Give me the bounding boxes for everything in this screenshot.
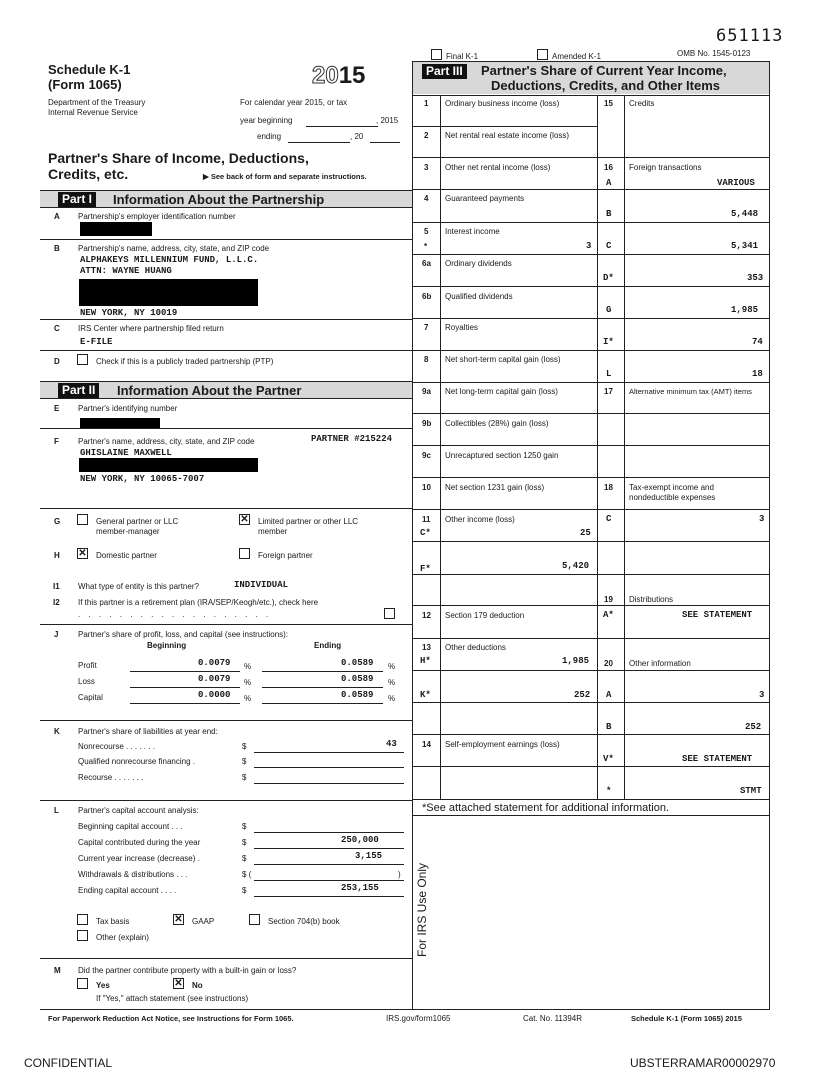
l-increase-line [254, 864, 404, 865]
line-6b-number: 6b [422, 292, 432, 301]
line-d-label: Check if this is a publicly traded partnership (PTP) [96, 357, 274, 366]
line-f-letter: F [54, 437, 59, 446]
line-19-code-a: A* [603, 610, 614, 620]
entity-type-value: INDIVIDUAL [234, 580, 289, 590]
line-b-rule [40, 319, 412, 320]
part3-header-bottom [413, 95, 770, 96]
irs-center-value: E-FILE [80, 337, 113, 347]
year-suffix-label: , 2015 [376, 116, 399, 125]
line-16-code-g: G [606, 305, 612, 315]
part1-label: Part I [58, 192, 96, 207]
line-6a-label: Ordinary dividends [445, 259, 512, 268]
line-20-value-v: SEE STATEMENT [682, 754, 753, 764]
center-divider [412, 61, 413, 1010]
part1-header-bottom [40, 207, 412, 208]
ending-year-field[interactable] [370, 142, 400, 143]
line-8-rule [413, 382, 770, 383]
line-1-rule [413, 126, 597, 127]
line-19-number: 19 [604, 595, 613, 604]
part3-label: Part III [422, 64, 467, 79]
line-17b-rule [597, 445, 770, 446]
line-14a-rule [413, 766, 770, 767]
line-11-number: 11 [422, 515, 431, 524]
line-8-number: 8 [424, 355, 429, 364]
part3-left-num-divider [440, 95, 441, 799]
line-11c-rule [413, 605, 770, 606]
retirement-plan-checkbox[interactable] [384, 608, 395, 619]
line-16-value-a: VARIOUS [717, 178, 755, 188]
l-beginning-label: Beginning capital account . . . [78, 822, 183, 831]
amended-k1-label: Amended K-1 [552, 52, 601, 61]
line-e-label: Partner's identifying number [78, 404, 178, 413]
line-20-code-a: A [606, 690, 612, 700]
general-partner-label2: member-manager [96, 527, 160, 536]
irs-label: Internal Revenue Service [48, 108, 138, 117]
form-title-line2: Credits, etc. [48, 166, 129, 182]
redacted-partner-id [80, 418, 160, 428]
line-18-label: Tax-exempt income and [629, 483, 714, 492]
line-20-code-v: V* [603, 754, 614, 764]
line-k-letter: K [54, 727, 60, 736]
bottom-rule [40, 1009, 770, 1010]
line-4-rule [413, 222, 597, 223]
j-capital-end-line [262, 703, 383, 704]
line-11-label: Other income (loss) [445, 515, 515, 524]
line-11-value-c: 25 [580, 528, 591, 538]
year-beginning-label: year beginning [240, 116, 293, 125]
line-f-label: Partner's name, address, city, state, and ZIP code [78, 437, 255, 446]
line-16-label: Foreign transactions [629, 163, 702, 172]
line-15-label: Credits [629, 99, 655, 108]
line-k-label: Partner's share of liabilities at year end: [78, 727, 218, 736]
line-3-number: 3 [424, 163, 429, 172]
line-4-number: 4 [424, 194, 429, 203]
line-16-code-a: A [606, 178, 612, 188]
line-10-number: 10 [422, 483, 431, 492]
line-11-value-f: 5,420 [562, 561, 590, 571]
line-l-rule [40, 958, 412, 959]
partnership-name: ALPHAKEYS MILLENNIUM FUND, L.L.C. [80, 255, 259, 265]
line-9c-rule [413, 477, 597, 478]
line-16-code-i: I* [603, 337, 614, 347]
k-recourse-dollar: $ [242, 773, 247, 782]
line-11b-rule [413, 574, 597, 575]
line-10-label: Net section 1231 gain (loss) [445, 483, 545, 492]
line-20-value-a: 3 [759, 690, 765, 700]
line-6b-label: Qualified dividends [445, 292, 513, 301]
m-no-label: No [192, 981, 203, 990]
l-contributed-label: Capital contributed during the year [78, 838, 201, 847]
line-c-rule [40, 350, 412, 351]
irs-url: IRS.gov/form1065 [386, 1014, 451, 1023]
j-capital-label: Capital [78, 693, 103, 702]
k-qualified-label: Qualified nonrecourse financing . [78, 757, 195, 766]
line-14-number: 14 [422, 740, 431, 749]
line-13c-rule [413, 734, 770, 735]
j-loss-begin: 0.0079 [198, 674, 231, 684]
tax-year-suffix: 15 [338, 62, 366, 89]
tax-basis-label: Tax basis [96, 917, 130, 926]
confidential-stamp: CONFIDENTIAL [24, 1056, 113, 1070]
line-17-number: 17 [604, 387, 613, 396]
line-16c-rule [597, 254, 770, 255]
m-yes-label: Yes [96, 981, 110, 990]
line-i1-label: What type of entity is this partner? [78, 582, 199, 591]
form-number: (Form 1065) [48, 77, 122, 92]
line-20-value-b: 252 [745, 722, 762, 732]
right-border [769, 61, 770, 1010]
line-11a-rule [413, 541, 770, 542]
line-16-number: 16 [604, 163, 613, 172]
line-13-code-k: K* [420, 690, 431, 700]
line-20-value-stmt: STMT [740, 786, 762, 796]
k-recourse-line [254, 783, 404, 784]
j-loss-begin-line [130, 687, 240, 688]
calendar-year-label: For calendar year 2015, or tax [240, 98, 348, 107]
j-ending-header: Ending [314, 641, 342, 650]
line-9c-label: Unrecaptured section 1250 gain [445, 451, 559, 460]
domestic-partner-checkbox[interactable]: ✕ [78, 548, 87, 559]
k-nonrecourse-dollar: $ [242, 742, 247, 751]
line-5-value: 3 [586, 241, 592, 251]
limited-partner-checkbox[interactable]: ✕ [240, 514, 249, 525]
l-withdrawals-dollar: $ ( [242, 870, 252, 879]
j-profit-begin-line [130, 671, 240, 672]
j-capital-begin-line [130, 703, 240, 704]
line-c-label: IRS Center where partnership filed return [78, 324, 224, 333]
line-13-value-h: 1,985 [562, 656, 590, 666]
j-profit-label: Profit [78, 661, 97, 670]
line-18a-rule [597, 574, 770, 575]
j-profit-end: 0.0589 [341, 658, 374, 668]
general-partner-label: General partner or LLC [96, 517, 179, 526]
line-12-number: 12 [422, 611, 431, 620]
document-number: 651113 [716, 26, 784, 46]
m-note: If "Yes," attach statement (see instructions) [96, 994, 249, 1003]
partnership-attn: ATTN: WAYNE HUANG [80, 266, 172, 276]
form-identifier: Schedule K-1 (Form 1065) 2015 [631, 1014, 742, 1023]
line-20-number: 20 [604, 659, 613, 668]
catalog-number: Cat. No. 11394R [523, 1014, 582, 1023]
limited-partner-label2: member [258, 527, 288, 536]
line-c-letter: C [54, 324, 60, 333]
line-6a-rule [413, 286, 597, 287]
line-19-label: Distributions [629, 595, 674, 604]
line-2-label: Net rental real estate income (loss) [445, 131, 570, 140]
j-loss-end-line [262, 687, 383, 688]
line-e-letter: E [54, 404, 60, 413]
line-13-number: 13 [422, 643, 431, 652]
k-recourse-label: Recourse . . . . . . . [78, 773, 144, 782]
ptp-checkbox[interactable] [77, 354, 88, 365]
line-16-value-i: 74 [752, 337, 763, 347]
line-13-label: Other deductions [445, 643, 506, 652]
line-9b-number: 9b [422, 419, 432, 428]
line-9b-rule [413, 445, 597, 446]
line-5-star: * [424, 242, 428, 251]
line-5-label: Interest income [445, 227, 500, 236]
line-9c-number: 9c [422, 451, 431, 460]
line-16d-rule [597, 286, 770, 287]
line-9a-label: Net long-term capital gain (loss) [445, 387, 558, 396]
j-profit-end-pct: % [388, 662, 396, 671]
line-16-value-l: 18 [752, 369, 763, 379]
line-16-value-g: 1,985 [731, 305, 759, 315]
line-i1-letter: I1 [53, 582, 60, 591]
general-partner-checkbox[interactable] [77, 514, 88, 525]
l-increase-dollar: $ [242, 854, 247, 863]
j-capital-end: 0.0589 [341, 690, 374, 700]
line-d-letter: D [54, 357, 60, 366]
j-profit-begin: 0.0079 [198, 658, 231, 668]
line-m-letter: M [54, 966, 61, 975]
line-13b-rule [413, 702, 770, 703]
l-ending-value: 253,155 [341, 883, 379, 893]
schedule-title: Schedule K-1 [48, 62, 131, 77]
line-18-number: 18 [604, 483, 613, 492]
line-h-letter: H [54, 551, 60, 560]
j-profit-begin-pct: % [244, 662, 252, 671]
tax-basis-checkbox[interactable] [77, 914, 88, 925]
partnership-city: NEW YORK, NY 10019 [80, 308, 178, 318]
line-g-letter: G [54, 517, 61, 526]
part1-title: Information About the Partnership [113, 192, 325, 207]
line-j-rule [40, 720, 412, 721]
ending-field[interactable] [288, 142, 350, 143]
line-20-code-b: B [606, 722, 612, 732]
tax-year-prefix: 20 [312, 62, 339, 89]
gaap-checkbox[interactable]: ✕ [174, 914, 183, 925]
line-i2-dots: . . . . . . . . . . . . . . . . . . . [78, 610, 272, 619]
line-3-label: Other net rental income (loss) [445, 163, 551, 172]
line-17c-rule [597, 477, 770, 478]
line-17-label: Alternative minimum tax (AMT) items [629, 387, 752, 396]
redacted-address [79, 279, 258, 306]
line-8-label: Net short-term capital gain (loss) [445, 355, 561, 364]
k-nonrecourse-line [254, 752, 404, 753]
partner-name: GHISLAINE MAXWELL [80, 448, 172, 458]
l-beginning-dollar: $ [242, 822, 247, 831]
line-f-rule [40, 508, 412, 509]
line-a-label: Partnership's employer identification number [78, 212, 236, 221]
partner-city: NEW YORK, NY 10065-7007 [80, 474, 205, 484]
ending-suffix-label: , 20 [350, 132, 364, 141]
line-14-label: Self-employment earnings (loss) [445, 740, 560, 749]
line-9a-number: 9a [422, 387, 431, 396]
foreign-partner-label: Foreign partner [258, 551, 313, 560]
line-6b-rule [413, 318, 597, 319]
l-increase-value: 3,155 [355, 851, 383, 861]
tax-year [312, 62, 365, 90]
part3-title-line1: Partner's Share of Current Year Income, [481, 63, 727, 78]
foreign-partner-checkbox[interactable] [239, 548, 250, 559]
part3-title-line2: Deductions, Credits, and Other Items [491, 78, 720, 93]
part3-middle-divider [597, 95, 598, 799]
line-18-label2: nondeductible expenses [629, 493, 716, 502]
line-7-label: Royalties [445, 323, 478, 332]
j-loss-end-pct: % [388, 678, 396, 687]
line-12-label: Section 179 deduction [445, 611, 525, 620]
bates-number: UBSTERRAMAR00002970 [630, 1056, 776, 1070]
line-16-code-c: C [606, 241, 612, 251]
final-k1-label: Final K-1 [446, 52, 479, 61]
k-nonrecourse-value: 43 [386, 739, 397, 749]
line-13-code-h: H* [420, 656, 431, 666]
j-profit-end-line [262, 671, 383, 672]
line-k-rule [40, 800, 412, 801]
line-j-letter: J [54, 630, 59, 639]
line-16-value-b: 5,448 [731, 209, 759, 219]
line-16i-rule [597, 350, 770, 351]
line-18-code-c: C [606, 514, 612, 524]
l-beginning-line [254, 832, 404, 833]
redacted-ein [80, 222, 152, 236]
amended-k1-checkbox[interactable] [537, 49, 548, 60]
line-1-number: 1 [424, 99, 429, 108]
l-contributed-value: 250,000 [341, 835, 379, 845]
line-18-value-c: 3 [759, 514, 765, 524]
line-14b-rule [413, 799, 770, 800]
irs-use-top-rule [413, 815, 770, 816]
line-19-value-a: SEE STATEMENT [682, 610, 753, 620]
l-ending-dollar: $ [242, 886, 247, 895]
gaap-label: GAAP [192, 917, 215, 926]
k-qualified-dollar: $ [242, 757, 247, 766]
line-16-value-d: 353 [747, 273, 764, 283]
form-title-line1: Partner's Share of Income, Deductions, [48, 150, 309, 166]
other-explain-label: Other (explain) [96, 933, 149, 942]
l-withdrawals-label: Withdrawals & distributions . . . [78, 870, 188, 879]
line-b-letter: B [54, 244, 60, 253]
l-contributed-dollar: $ [242, 838, 247, 847]
domestic-partner-label: Domestic partner [96, 551, 157, 560]
section-704b-label: Section 704(b) book [268, 917, 340, 926]
line-2-rule [413, 157, 770, 158]
line-5-rule [413, 254, 597, 255]
k-nonrecourse-label: Nonrecourse . . . . . . . [78, 742, 155, 751]
line-5-number: 5 [424, 227, 429, 236]
l-withdrawals-line [254, 880, 404, 881]
line-j-label: Partner's share of profit, loss, and capital (see instructions): [78, 630, 289, 639]
line-3-rule [413, 189, 597, 190]
j-loss-end: 0.0589 [341, 674, 374, 684]
section-704b-checkbox[interactable] [249, 914, 260, 925]
l-contributed-line [254, 848, 404, 849]
attached-statement-note: *See attached statement for additional information. [422, 802, 670, 814]
l-ending-label: Ending capital account . . . . [78, 886, 177, 895]
l-withdrawals-value: ) [398, 870, 401, 879]
j-capital-begin-pct: % [244, 694, 252, 703]
line-16-code-b: B [606, 209, 612, 219]
line-13a-rule [413, 670, 770, 671]
part2-header-bottom [40, 398, 412, 399]
j-loss-begin-pct: % [244, 678, 252, 687]
line-17a-rule [597, 413, 770, 414]
m-no-checkbox[interactable]: ✕ [174, 978, 183, 989]
part2-label: Part II [58, 383, 99, 398]
line-20-label: Other information [629, 659, 691, 668]
l-increase-label: Current year increase (decrease) . [78, 854, 200, 863]
line-6a-number: 6a [422, 259, 431, 268]
line-7-rule [413, 350, 597, 351]
omb-number: OMB No. 1545-0123 [677, 49, 751, 58]
line-1-label: Ordinary business income (loss) [445, 99, 560, 108]
ending-label: ending [257, 132, 282, 141]
line-9b-label: Collectibles (28%) gain (loss) [445, 419, 549, 428]
line-16-code-l: L [606, 369, 612, 379]
j-loss-label: Loss [78, 677, 95, 686]
j-capital-end-pct: % [388, 694, 396, 703]
line-9a-rule [413, 413, 597, 414]
line-2-number: 2 [424, 131, 429, 140]
see-back-instructions: ▶ See back of form and separate instructions. [203, 172, 367, 181]
line-12-rule [413, 638, 770, 639]
line-11-code-c: C* [420, 528, 431, 538]
part2-title: Information About the Partner [117, 383, 302, 398]
line-7-number: 7 [424, 323, 429, 332]
year-beginning-field[interactable] [306, 126, 378, 127]
line-15-number: 15 [604, 99, 613, 108]
line-20-code-star: * [606, 786, 612, 796]
part3-right-num-divider [624, 95, 625, 799]
final-k1-checkbox[interactable] [431, 49, 442, 60]
line-11-code-f: F* [420, 564, 431, 574]
partner-number: PARTNER #215224 [311, 434, 393, 444]
line-16g-rule [597, 318, 770, 319]
irs-use-only: For IRS Use Only [415, 862, 429, 958]
department-label: Department of the Treasury [48, 98, 146, 107]
other-explain-checkbox[interactable] [77, 930, 88, 941]
line-i2-label: If this partner is a retirement plan (IRA/SEP/Keogh/etc.), check here [78, 598, 319, 607]
line-16-value-c: 5,341 [731, 241, 759, 251]
line-a-rule [40, 239, 412, 240]
line-16a-rule [597, 189, 770, 190]
line-i-rule [40, 624, 412, 625]
line-l-letter: L [54, 806, 59, 815]
line-4-label: Guaranteed payments [445, 194, 525, 203]
line-16-code-d: D* [603, 273, 614, 283]
paperwork-notice: For Paperwork Reduction Act Notice, see Instructions for Form 1065. [48, 1014, 294, 1023]
line-m-label: Did the partner contribute property with a built-in gain or loss? [78, 966, 297, 975]
line-i2-letter: I2 [53, 598, 60, 607]
line-10-rule [413, 509, 770, 510]
limited-partner-label: Limited partner or other LLC [258, 517, 359, 526]
line-e-rule [40, 428, 412, 429]
j-beginning-header: Beginning [147, 641, 187, 650]
line-13-value-k: 252 [574, 690, 591, 700]
line-b-label: Partnership's name, address, city, state, and ZIP code [78, 244, 270, 253]
j-capital-begin: 0.0000 [198, 690, 231, 700]
line-l-label: Partner's capital account analysis: [78, 806, 199, 815]
k-qualified-line [254, 767, 404, 768]
line-a-letter: A [54, 212, 60, 221]
redacted-partner-address [79, 458, 258, 472]
m-yes-checkbox[interactable] [77, 978, 88, 989]
l-ending-line [254, 896, 404, 897]
line-16b-rule [597, 222, 770, 223]
